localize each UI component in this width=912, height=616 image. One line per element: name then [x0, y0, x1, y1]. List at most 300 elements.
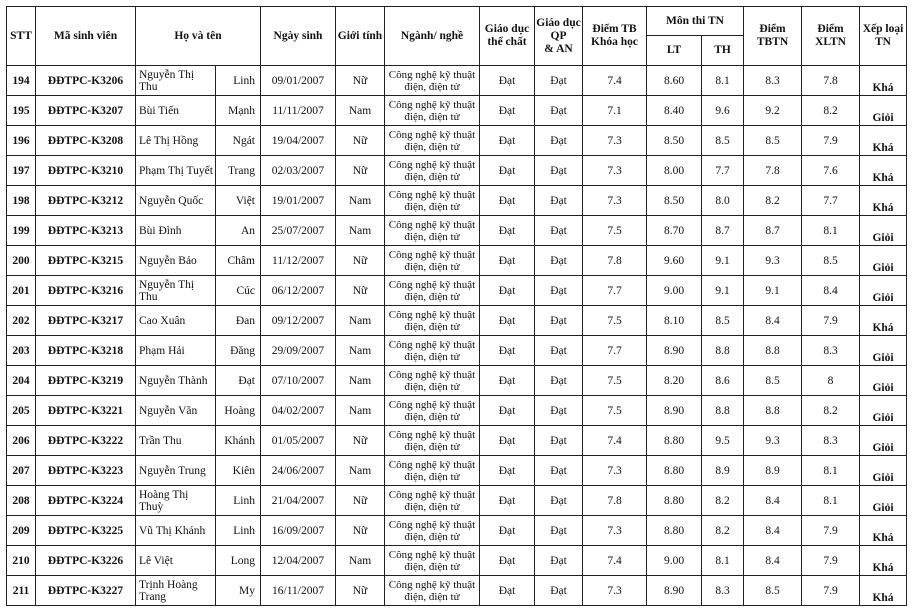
cell-physical-education: Đạt [480, 426, 535, 456]
cell-major [385, 126, 480, 156]
cell-gender: Nữ [336, 486, 385, 516]
header-tbtn [744, 7, 802, 66]
cell-major-line1: Công nghệ kỹ thuật [388, 98, 476, 111]
cell-dob: 25/07/2007 [261, 216, 336, 246]
cell-dob: 02/03/2007 [261, 156, 336, 186]
cell-tbtn: 8.5 [744, 366, 802, 396]
header-rank-line2: TN [875, 36, 891, 48]
cell-physical-education: Đạt [480, 246, 535, 276]
cell-tbtn: 8.8 [744, 336, 802, 366]
cell-major-line1: Công nghệ kỹ thuật [388, 218, 476, 231]
cell-physical-education: Đạt [480, 336, 535, 366]
cell-last-name: Linh [216, 66, 261, 96]
cell-exam-theory: 9.60 [647, 246, 702, 276]
cell-major [385, 216, 480, 246]
table-header [7, 7, 907, 66]
cell-exam-practice: 8.2 [702, 516, 744, 546]
header-rank-line1: Xếp loại [862, 23, 904, 35]
cell-defense-education: Đạt [535, 186, 583, 216]
cell-xltn: 7.9 [802, 516, 860, 546]
cell-course-gpa: 7.4 [583, 66, 647, 96]
cell-tbtn: 9.3 [744, 246, 802, 276]
cell-defense-education: Đạt [535, 396, 583, 426]
cell-physical-education: Đạt [480, 126, 535, 156]
table-row [7, 456, 907, 486]
cell-major-line2: điện, điện tử [404, 590, 460, 603]
cell-student-id: ĐĐTPC-K3212 [36, 186, 136, 216]
cell-student-id: ĐĐTPC-K3217 [36, 306, 136, 336]
cell-course-gpa: 7.5 [583, 306, 647, 336]
cell-last-name: Trang [216, 156, 261, 186]
cell-exam-theory: 8.90 [647, 576, 702, 606]
cell-student-id: ĐĐTPC-K3206 [36, 66, 136, 96]
cell-major-line1: Công nghệ kỹ thuật [388, 398, 476, 411]
cell-gender: Nữ [336, 426, 385, 456]
cell-tbtn: 8.3 [744, 66, 802, 96]
cell-exam-theory: 8.80 [647, 486, 702, 516]
cell-defense-education: Đạt [535, 276, 583, 306]
cell-exam-theory: 8.40 [647, 96, 702, 126]
cell-student-id: ĐĐTPC-K3221 [36, 396, 136, 426]
cell-first-name: Lê Việt [136, 546, 216, 576]
cell-first-name: Nguyễn Trung [136, 456, 216, 486]
cell-course-gpa: 7.3 [583, 126, 647, 156]
cell-gender: Nữ [336, 576, 385, 606]
cell-physical-education: Đạt [480, 216, 535, 246]
cell-first-name: Bùi Tiến [136, 96, 216, 126]
cell-gender: Nữ [336, 66, 385, 96]
cell-dob: 19/04/2007 [261, 126, 336, 156]
header-xltn-line1: Điểm [817, 23, 844, 35]
cell-major-line2: điện, điện tử [404, 110, 460, 123]
cell-stt: 207 [7, 456, 36, 486]
cell-course-gpa: 7.3 [583, 456, 647, 486]
cell-stt: 211 [7, 576, 36, 606]
cell-last-name: Mạnh [216, 96, 261, 126]
cell-stt: 195 [7, 96, 36, 126]
cell-graduation-rank: Khá [860, 516, 907, 546]
cell-last-name: Khánh [216, 426, 261, 456]
header-defense-line1: Giáo dục QP [536, 16, 581, 42]
cell-stt: 197 [7, 156, 36, 186]
cell-exam-practice: 8.7 [702, 216, 744, 246]
cell-tbtn: 8.5 [744, 576, 802, 606]
table-row [7, 96, 907, 126]
cell-graduation-rank: Giỏi [860, 396, 907, 426]
cell-defense-education: Đạt [535, 216, 583, 246]
cell-defense-education: Đạt [535, 366, 583, 396]
cell-student-id: ĐĐTPC-K3218 [36, 336, 136, 366]
cell-gender: Nam [336, 96, 385, 126]
header-exam-theory: LT [647, 36, 702, 66]
cell-first-name: Trịnh Hoàng Trang [136, 576, 216, 606]
cell-dob: 09/12/2007 [261, 306, 336, 336]
cell-student-id: ĐĐTPC-K3224 [36, 486, 136, 516]
cell-major-line2: điện, điện tử [404, 80, 460, 93]
header-xltn [802, 7, 860, 66]
cell-dob: 21/04/2007 [261, 486, 336, 516]
cell-major-line2: điện, điện tử [404, 200, 460, 213]
cell-xltn: 8.3 [802, 336, 860, 366]
cell-defense-education: Đạt [535, 546, 583, 576]
cell-stt: 201 [7, 276, 36, 306]
cell-major-line1: Công nghệ kỹ thuật [388, 278, 476, 291]
header-student-id: Mã sinh viên [36, 7, 136, 66]
cell-exam-theory: 8.20 [647, 366, 702, 396]
cell-major-line2: điện, điện tử [404, 410, 460, 423]
cell-stt: 208 [7, 486, 36, 516]
cell-graduation-rank: Khá [860, 546, 907, 576]
cell-defense-education: Đạt [535, 516, 583, 546]
cell-stt: 206 [7, 426, 36, 456]
cell-graduation-rank: Giỏi [860, 96, 907, 126]
cell-gender: Nam [336, 216, 385, 246]
cell-major-line1: Công nghệ kỹ thuật [388, 488, 476, 501]
cell-xltn: 8.2 [802, 396, 860, 426]
cell-course-gpa: 7.7 [583, 276, 647, 306]
cell-graduation-rank: Giỏi [860, 216, 907, 246]
header-major: Ngành/ nghề [385, 7, 480, 66]
cell-gender: Nữ [336, 276, 385, 306]
cell-exam-practice: 8.5 [702, 126, 744, 156]
cell-major [385, 426, 480, 456]
cell-student-id: ĐĐTPC-K3208 [36, 126, 136, 156]
cell-major-line2: điện, điện tử [404, 140, 460, 153]
cell-xltn: 7.9 [802, 126, 860, 156]
cell-exam-theory: 8.80 [647, 426, 702, 456]
cell-major [385, 366, 480, 396]
cell-physical-education: Đạt [480, 576, 535, 606]
cell-tbtn: 8.4 [744, 516, 802, 546]
cell-physical-education: Đạt [480, 486, 535, 516]
cell-dob: 07/10/2007 [261, 366, 336, 396]
header-graduation-exam: Môn thi TN [647, 7, 744, 36]
cell-graduation-rank: Khá [860, 576, 907, 606]
cell-tbtn: 8.4 [744, 306, 802, 336]
table-row [7, 126, 907, 156]
cell-major-line1: Công nghệ kỹ thuật [388, 188, 476, 201]
table-row [7, 276, 907, 306]
cell-stt: 200 [7, 246, 36, 276]
cell-dob: 11/11/2007 [261, 96, 336, 126]
cell-physical-education: Đạt [480, 306, 535, 336]
cell-defense-education: Đạt [535, 456, 583, 486]
header-defense-line2: & AN [544, 42, 573, 55]
cell-physical-education: Đạt [480, 276, 535, 306]
cell-student-id: ĐĐTPC-K3225 [36, 516, 136, 546]
cell-dob: 16/11/2007 [261, 576, 336, 606]
cell-last-name: My [216, 576, 261, 606]
cell-first-name: Hoàng Thị Thuỳ [136, 486, 216, 516]
cell-first-name: Lê Thị Hồng [136, 126, 216, 156]
cell-first-name: Nguyễn Thành [136, 366, 216, 396]
cell-dob: 29/09/2007 [261, 336, 336, 366]
table-row [7, 396, 907, 426]
cell-graduation-rank: Giỏi [860, 276, 907, 306]
cell-major [385, 396, 480, 426]
cell-exam-practice: 9.5 [702, 426, 744, 456]
cell-course-gpa: 7.8 [583, 486, 647, 516]
cell-exam-theory: 8.50 [647, 126, 702, 156]
cell-major-line2: điện, điện tử [404, 500, 460, 513]
cell-first-name: Cao Xuân [136, 306, 216, 336]
cell-tbtn: 9.2 [744, 96, 802, 126]
cell-course-gpa: 7.3 [583, 186, 647, 216]
cell-defense-education: Đạt [535, 306, 583, 336]
cell-last-name: Châm [216, 246, 261, 276]
cell-gender: Nữ [336, 516, 385, 546]
cell-exam-theory: 8.70 [647, 216, 702, 246]
cell-exam-practice: 9.1 [702, 276, 744, 306]
cell-gender: Nam [336, 366, 385, 396]
cell-gender: Nam [336, 186, 385, 216]
table-row [7, 306, 907, 336]
cell-tbtn: 8.7 [744, 216, 802, 246]
cell-last-name: An [216, 216, 261, 246]
table-body [7, 66, 907, 606]
cell-stt: 203 [7, 336, 36, 366]
header-tbtn-line1: Điểm [759, 23, 786, 35]
cell-exam-practice: 7.7 [702, 156, 744, 186]
cell-exam-theory: 8.80 [647, 456, 702, 486]
cell-last-name: Kiên [216, 456, 261, 486]
cell-exam-practice: 8.1 [702, 66, 744, 96]
cell-student-id: ĐĐTPC-K3226 [36, 546, 136, 576]
cell-course-gpa: 7.5 [583, 216, 647, 246]
header-tbtn-line2: TBTN [756, 36, 789, 48]
cell-major-line2: điện, điện tử [404, 470, 460, 483]
cell-major-line2: điện, điện tử [404, 530, 460, 543]
table-row [7, 336, 907, 366]
cell-major-line1: Công nghệ kỹ thuật [388, 68, 476, 81]
cell-dob: 11/12/2007 [261, 246, 336, 276]
cell-graduation-rank: Khá [860, 306, 907, 336]
cell-course-gpa: 7.3 [583, 156, 647, 186]
cell-course-gpa: 7.1 [583, 96, 647, 126]
cell-tbtn: 9.3 [744, 426, 802, 456]
cell-major-line2: điện, điện tử [404, 380, 460, 393]
cell-tbtn: 8.4 [744, 486, 802, 516]
cell-defense-education: Đạt [535, 66, 583, 96]
cell-first-name: Nguyễn Thị Thu [136, 66, 216, 96]
header-graduation-rank [860, 7, 907, 66]
cell-physical-education: Đạt [480, 396, 535, 426]
header-dob: Ngày sinh [261, 7, 336, 66]
cell-xltn: 7.8 [802, 66, 860, 96]
cell-major [385, 516, 480, 546]
header-physical-education: Giáo dục thể chất [480, 7, 535, 66]
cell-graduation-rank: Khá [860, 156, 907, 186]
cell-major-line2: điện, điện tử [404, 350, 460, 363]
cell-tbtn: 8.5 [744, 126, 802, 156]
cell-student-id: ĐĐTPC-K3207 [36, 96, 136, 126]
cell-dob: 04/02/2007 [261, 396, 336, 426]
cell-student-id: ĐĐTPC-K3219 [36, 366, 136, 396]
cell-major [385, 186, 480, 216]
cell-physical-education: Đạt [480, 366, 535, 396]
cell-major-line2: điện, điện tử [404, 440, 460, 453]
table-row [7, 426, 907, 456]
cell-stt: 196 [7, 126, 36, 156]
cell-last-name: Đăng [216, 336, 261, 366]
cell-gender: Nữ [336, 246, 385, 276]
table-row [7, 576, 907, 606]
cell-last-name: Hoàng [216, 396, 261, 426]
cell-dob: 19/01/2007 [261, 186, 336, 216]
cell-major [385, 546, 480, 576]
cell-exam-practice: 8.2 [702, 486, 744, 516]
cell-stt: 199 [7, 216, 36, 246]
cell-gender: Nam [336, 546, 385, 576]
cell-exam-theory: 8.90 [647, 396, 702, 426]
cell-last-name: Đạt [216, 366, 261, 396]
cell-exam-practice: 8.6 [702, 366, 744, 396]
cell-major-line1: Công nghệ kỹ thuật [388, 248, 476, 261]
cell-major [385, 456, 480, 486]
cell-exam-practice: 8.8 [702, 336, 744, 366]
cell-defense-education: Đạt [535, 96, 583, 126]
cell-dob: 12/04/2007 [261, 546, 336, 576]
cell-first-name: Nguyễn Thị Thu [136, 276, 216, 306]
cell-xltn: 8.1 [802, 216, 860, 246]
header-stt: STT [7, 7, 36, 66]
cell-major [385, 66, 480, 96]
cell-exam-theory: 8.80 [647, 516, 702, 546]
cell-major-line1: Công nghệ kỹ thuật [388, 578, 476, 591]
cell-tbtn: 7.8 [744, 156, 802, 186]
graduation-results-table [6, 6, 907, 606]
cell-major [385, 336, 480, 366]
cell-exam-theory: 9.00 [647, 276, 702, 306]
cell-stt: 198 [7, 186, 36, 216]
header-xltn-line2: XLTN [815, 36, 846, 48]
cell-dob: 01/05/2007 [261, 426, 336, 456]
cell-xltn: 8.1 [802, 486, 860, 516]
cell-stt: 202 [7, 306, 36, 336]
cell-major-line2: điện, điện tử [404, 260, 460, 273]
cell-defense-education: Đạt [535, 336, 583, 366]
cell-student-id: ĐĐTPC-K3216 [36, 276, 136, 306]
cell-graduation-rank: Khá [860, 186, 907, 216]
cell-tbtn: 8.4 [744, 546, 802, 576]
cell-stt: 194 [7, 66, 36, 96]
cell-major-line2: điện, điện tử [404, 230, 460, 243]
cell-graduation-rank: Giỏi [860, 456, 907, 486]
cell-major [385, 306, 480, 336]
cell-student-id: ĐĐTPC-K3223 [36, 456, 136, 486]
cell-physical-education: Đạt [480, 66, 535, 96]
table-row [7, 516, 907, 546]
cell-exam-theory: 8.00 [647, 156, 702, 186]
cell-major-line1: Công nghệ kỹ thuật [388, 518, 476, 531]
cell-first-name: Trần Thu [136, 426, 216, 456]
cell-last-name: Đan [216, 306, 261, 336]
cell-dob: 09/01/2007 [261, 66, 336, 96]
cell-physical-education: Đạt [480, 156, 535, 186]
table-row [7, 186, 907, 216]
cell-stt: 209 [7, 516, 36, 546]
cell-gender: Nam [336, 456, 385, 486]
cell-major-line1: Công nghệ kỹ thuật [388, 338, 476, 351]
cell-tbtn: 8.2 [744, 186, 802, 216]
cell-first-name: Nguyễn Văn [136, 396, 216, 426]
cell-last-name: Linh [216, 486, 261, 516]
cell-physical-education: Đạt [480, 546, 535, 576]
cell-course-gpa: 7.4 [583, 426, 647, 456]
table-row [7, 366, 907, 396]
cell-exam-practice: 8.1 [702, 546, 744, 576]
cell-first-name: Phạm Hải [136, 336, 216, 366]
cell-physical-education: Đạt [480, 516, 535, 546]
cell-graduation-rank: Giỏi [860, 336, 907, 366]
cell-major-line1: Công nghệ kỹ thuật [388, 368, 476, 381]
cell-major-line1: Công nghệ kỹ thuật [388, 428, 476, 441]
table-row [7, 486, 907, 516]
header-course-gpa [583, 7, 647, 66]
cell-exam-practice: 8.8 [702, 396, 744, 426]
cell-exam-practice: 8.9 [702, 456, 744, 486]
cell-course-gpa: 7.5 [583, 396, 647, 426]
cell-tbtn: 8.8 [744, 396, 802, 426]
cell-exam-theory: 8.90 [647, 336, 702, 366]
cell-major [385, 246, 480, 276]
cell-course-gpa: 7.8 [583, 246, 647, 276]
cell-major-line1: Công nghệ kỹ thuật [388, 458, 476, 471]
cell-student-id: ĐĐTPC-K3222 [36, 426, 136, 456]
cell-graduation-rank: Giỏi [860, 486, 907, 516]
cell-major-line2: điện, điện tử [404, 320, 460, 333]
cell-dob: 16/09/2007 [261, 516, 336, 546]
header-exam-practice: TH [702, 36, 744, 66]
cell-stt: 205 [7, 396, 36, 426]
cell-graduation-rank: Giỏi [860, 366, 907, 396]
cell-course-gpa: 7.3 [583, 576, 647, 606]
cell-defense-education: Đạt [535, 576, 583, 606]
cell-student-id: ĐĐTPC-K3215 [36, 246, 136, 276]
cell-exam-practice: 8.0 [702, 186, 744, 216]
header-gpa-line1: Điểm TB [592, 23, 637, 35]
cell-last-name: Ngát [216, 126, 261, 156]
header-gpa-line2: Khóa học [591, 36, 638, 48]
table-row [7, 66, 907, 96]
cell-first-name: Nguyễn Bảo [136, 246, 216, 276]
cell-last-name: Long [216, 546, 261, 576]
cell-exam-theory: 8.60 [647, 66, 702, 96]
cell-dob: 06/12/2007 [261, 276, 336, 306]
cell-exam-theory: 9.00 [647, 546, 702, 576]
cell-gender: Nữ [336, 126, 385, 156]
cell-first-name: Phạm Thị Tuyết [136, 156, 216, 186]
cell-tbtn: 8.9 [744, 456, 802, 486]
cell-defense-education: Đạt [535, 156, 583, 186]
cell-last-name: Linh [216, 516, 261, 546]
cell-defense-education: Đạt [535, 126, 583, 156]
cell-major [385, 276, 480, 306]
cell-exam-practice: 9.6 [702, 96, 744, 126]
cell-course-gpa: 7.7 [583, 336, 647, 366]
cell-major-line1: Công nghệ kỹ thuật [388, 158, 476, 171]
cell-exam-theory: 8.10 [647, 306, 702, 336]
header-full-name: Họ và tên [136, 7, 261, 66]
cell-major-line2: điện, điện tử [404, 290, 460, 303]
cell-xltn: 8.1 [802, 456, 860, 486]
cell-xltn: 7.9 [802, 576, 860, 606]
cell-student-id: ĐĐTPC-K3210 [36, 156, 136, 186]
cell-exam-practice: 8.5 [702, 306, 744, 336]
cell-stt: 204 [7, 366, 36, 396]
cell-first-name: Nguyễn Quốc [136, 186, 216, 216]
table-row [7, 156, 907, 186]
